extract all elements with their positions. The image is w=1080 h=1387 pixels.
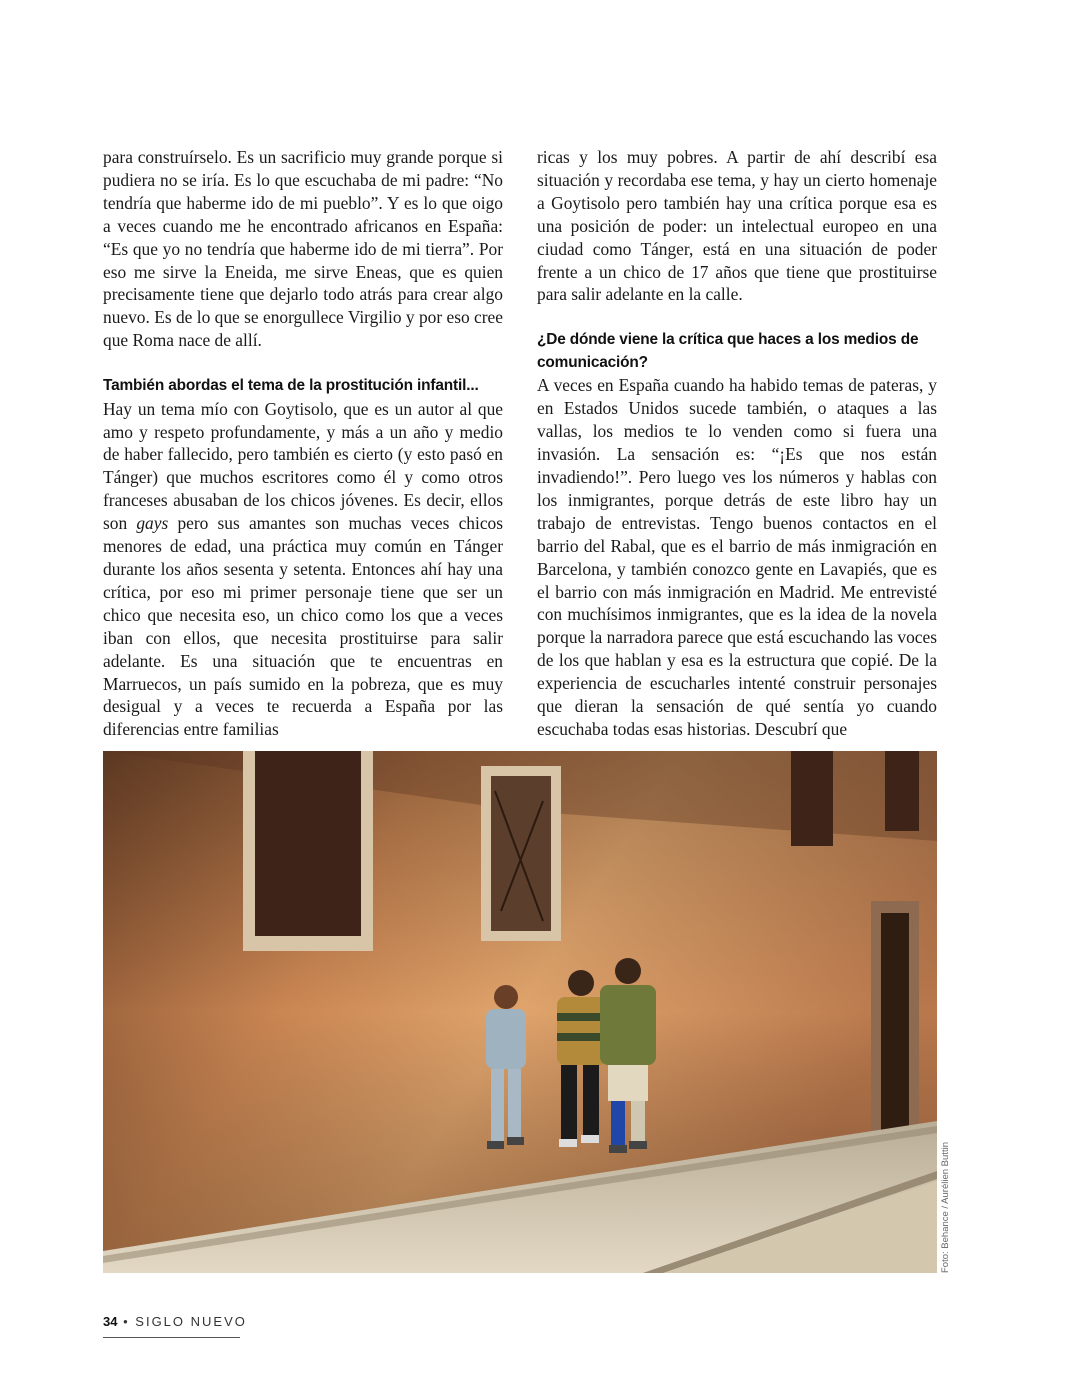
street-photo <box>103 751 937 1273</box>
interview-question: También abordas el tema de la prostitución infantil... <box>103 377 479 395</box>
body-paragraph: ricas y los muy pobres. A partir de ahí describí esa situación y recordaba ese tema, y hay un cierto homenaje a Goytisolo pero también hay una crítica porque esa es una posición de poder: un intelectual europeo en una ciudad como Tánger, está en una situación de poder frente a un chico de 17 años que tiene que prostituirse para salir adelante en la calle. <box>537 147 937 305</box>
publication-name: SIGLO NUEVO <box>135 1314 247 1329</box>
body-paragraph: A veces en España cuando ha habido temas de pateras, y en Estados Unidos sucede también, o ataques a las vallas, los medios te lo venden como si fuera una invasión. La sensación es: “¡Es que nos están invadiendo!”. Pero luego ves los números y hablas con los inmigrantes, porque detrás de este libro hay un trabajo de entrevistas. Tengo buenos contactos en el barrio del Rabal, que es el barrio de más inmigración en Barcelona, y también conozco gente en Lavapiés, que es el barrio con más inmigración en Madrid. Me entrevisté con muchísimos inmigrantes, que es la idea de la novela porque la narradora parece que está escuchando las voces de los que hablan y esa es la estructura que copié. De la experiencia de escucharles intenté construir personajes que dieran la sensación de qué sentía yo cuando escuchaba todas esas historias. Descubrí que <box>537 375 937 739</box>
street-photo-illustration <box>103 751 937 1273</box>
paragraph-text: pero sus amantes son muchas veces chicos menores de edad, una práctica muy común en Tánger durante los años sesenta y setenta. Entonces ahí hay una crítica, por eso mi primer personaje tiene que ser un chico que necesita eso, un chico como los que a veces iban con ellos, que necesita prostituirse para salir adelante. Es una situación que te encuentras en Marruecos, un país sumido en la pobreza, que es muy desigual y a veces te recuerda a España por las diferencias entre familias <box>103 513 504 740</box>
page-number: 34 <box>103 1314 118 1329</box>
paragraph-text: Hay un tema mío con Goytisolo, que es un autor al que amo y respeto profundamente, y más a un año y medio de haber fallecido, pero también es cierto (y esto pasó en Tánger) que muchos escritores como él y como otros franceses abusaban de los chicos jóvenes. Es decir, ellos son <box>103 398 503 534</box>
article-column-left <box>103 146 503 741</box>
body-paragraph <box>103 398 503 742</box>
photo-credit: Foto: Behance / Aurélien Buttin <box>940 1142 951 1273</box>
footer-rule <box>103 1337 240 1338</box>
footer-separator: • <box>123 1314 130 1329</box>
body-paragraph: para construírselo. Es un sacrificio muy grande porque si pudiera no se iría. Es lo que escuchaba de mi padre: “No tendría que haberme ido de mi pueblo”. Y es lo que oigo a veces cuando me he encontrado africanos en España: “Es que yo no tendría que haberme ido de mi tierra”. Por eso me sirve la Eneida, me sirve Eneas, que es quien precisamente tiene que dejarlo todo atrás para crear algo nuevo. Es de lo que se enorgullece Virgilio y por eso cree que Roma nace de allí. <box>103 147 503 351</box>
article-column-right <box>537 146 937 741</box>
emphasis-text: gays <box>136 513 169 534</box>
page-footer <box>103 1314 247 1329</box>
interview-question: ¿De dónde viene la crítica que haces a los medios de comunicación? <box>537 331 919 371</box>
